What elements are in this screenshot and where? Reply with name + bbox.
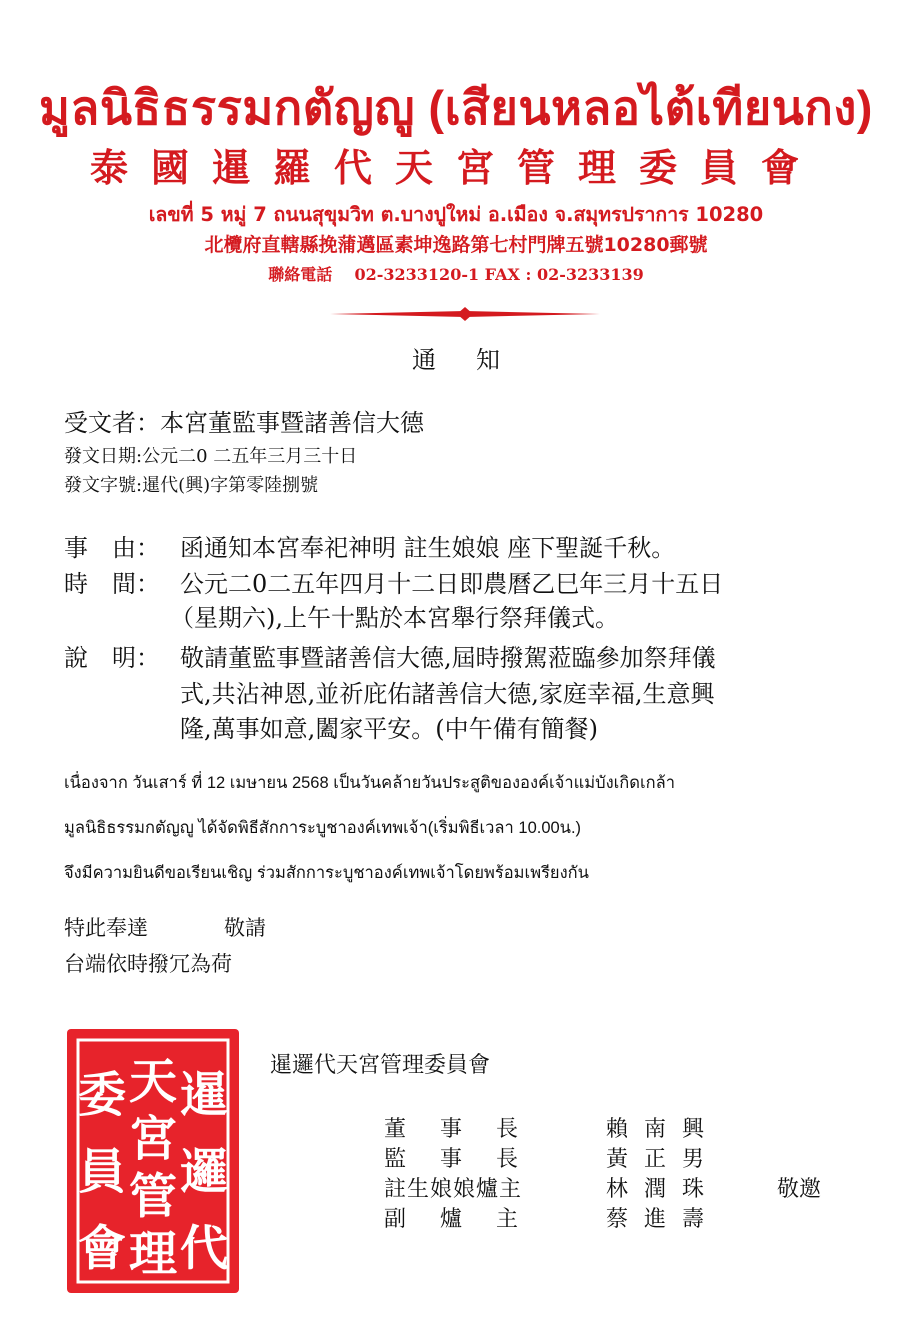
seal-glyph: 暹 <box>179 1067 229 1124</box>
issue-date-line: 發文日期:公元二0 二五年三月三十日 <box>64 446 358 467</box>
address-chinese: 北欖府直轄縣挽蒲邁區素坤逸路第七村門牌五號10280郵號 <box>204 234 708 256</box>
seal-glyph: 代 <box>179 1220 229 1277</box>
time-label: 時 間： <box>64 570 160 598</box>
signing-organization: 暹邏代天宮管理委員會 <box>270 1053 491 1078</box>
seal-glyph: 邏 <box>179 1143 229 1200</box>
seal-glyph: 宮 <box>128 1110 178 1167</box>
signer-title: 董事長 <box>384 1117 553 1142</box>
subject-label: 事 由： <box>64 534 160 562</box>
contact-numbers: 02-3233120-1 FAX : 02-3233139 <box>354 265 644 284</box>
address-thai: เลขที่ 5 หมู่ 7 ถนนสุขุมวิท ต.บางปูใหม่ อ.เมือง จ.สมุทรปราการ 10280 <box>148 203 764 226</box>
signer-title: 監事長 <box>384 1147 553 1172</box>
thai-paragraph-line3: จึงมีความยินดีขอเรียนเชิญ ร่วมสักการะบูชาองค์เทพเจ้าโดยพร้อมเพรียงกัน <box>64 864 589 882</box>
time-text-line1: 公元二0二五年四月十二日即農曆乙巳年三月十五日 <box>180 570 724 598</box>
reference-number-line: 發文字號:暹代(興)字第零陸捌號 <box>64 475 319 496</box>
signer-name: 賴南興 <box>606 1117 721 1142</box>
seal-glyph: 管 <box>128 1168 178 1225</box>
signer-name: 黃正男 <box>606 1147 721 1172</box>
closing-line1-right: 敬請 <box>224 916 266 940</box>
description-label: 說 明： <box>64 644 160 672</box>
committee-chinese-title: 泰國暹羅代天宮管理委員會 <box>89 145 822 190</box>
seal-glyph: 會 <box>77 1220 127 1277</box>
notice-title: 通知 <box>412 346 540 374</box>
thai-paragraph-line2: มูลนิธิธรรมกตัญญู ได้จัดพิธีสักการะบูชาองค์เทพเจ้า(เริ่มพิธีเวลา 10.00น.) <box>64 819 582 837</box>
decorative-divider <box>330 307 600 321</box>
time-text-line2: （星期六),上午十點於本宮舉行祭拜儀式。 <box>170 604 619 632</box>
contact-label: 聯絡電話 <box>268 265 333 284</box>
seal-glyph: 委 <box>77 1067 127 1124</box>
foundation-thai-title: มูลนิธิธรรมกตัญญู (เสียนหลอไต้เทียนกง) <box>39 81 873 134</box>
recipient-line: 受文者：本宮董監事暨諸善信大德 <box>64 409 424 437</box>
seal-glyph: 員 <box>77 1143 127 1200</box>
regards-text: 敬邀 <box>777 1177 822 1202</box>
signer-name: 林潤珠 <box>606 1177 721 1202</box>
closing-line2: 台端依時撥冗為荷 <box>64 952 232 976</box>
description-line1: 敬請董監事暨諸善信大德,屆時撥駕蒞臨參加祭拜儀 <box>180 644 716 672</box>
description-line2: 式,共沾神恩,並祈庇佑諸善信大德,家庭幸福,生意興 <box>180 680 715 708</box>
signer-title: 註生娘娘爐主 <box>384 1177 523 1202</box>
seal-glyph: 天 <box>128 1053 178 1110</box>
signer-name: 蔡進壽 <box>606 1207 721 1232</box>
subject-text: 函通知本宮奉祀神明 註生娘娘 座下聖誕千秋。 <box>180 534 676 562</box>
contact-line <box>0 262 912 285</box>
thai-paragraph-line1: เนื่องจาก วันเสาร์ ที่ 12 เมษายน 2568 เป็นวันคล้ายวันประสูติขององค์เจ้าแม่บังเกิดเกล้า <box>64 774 675 792</box>
signer-title: 副爐主 <box>384 1207 553 1232</box>
description-line3: 隆,萬事如意,闔家平安。(中午備有簡餐) <box>180 715 598 743</box>
closing-line1: 特此奉達 <box>64 916 148 940</box>
seal-glyph: 理 <box>128 1225 178 1282</box>
official-seal-stamp <box>64 1026 242 1296</box>
